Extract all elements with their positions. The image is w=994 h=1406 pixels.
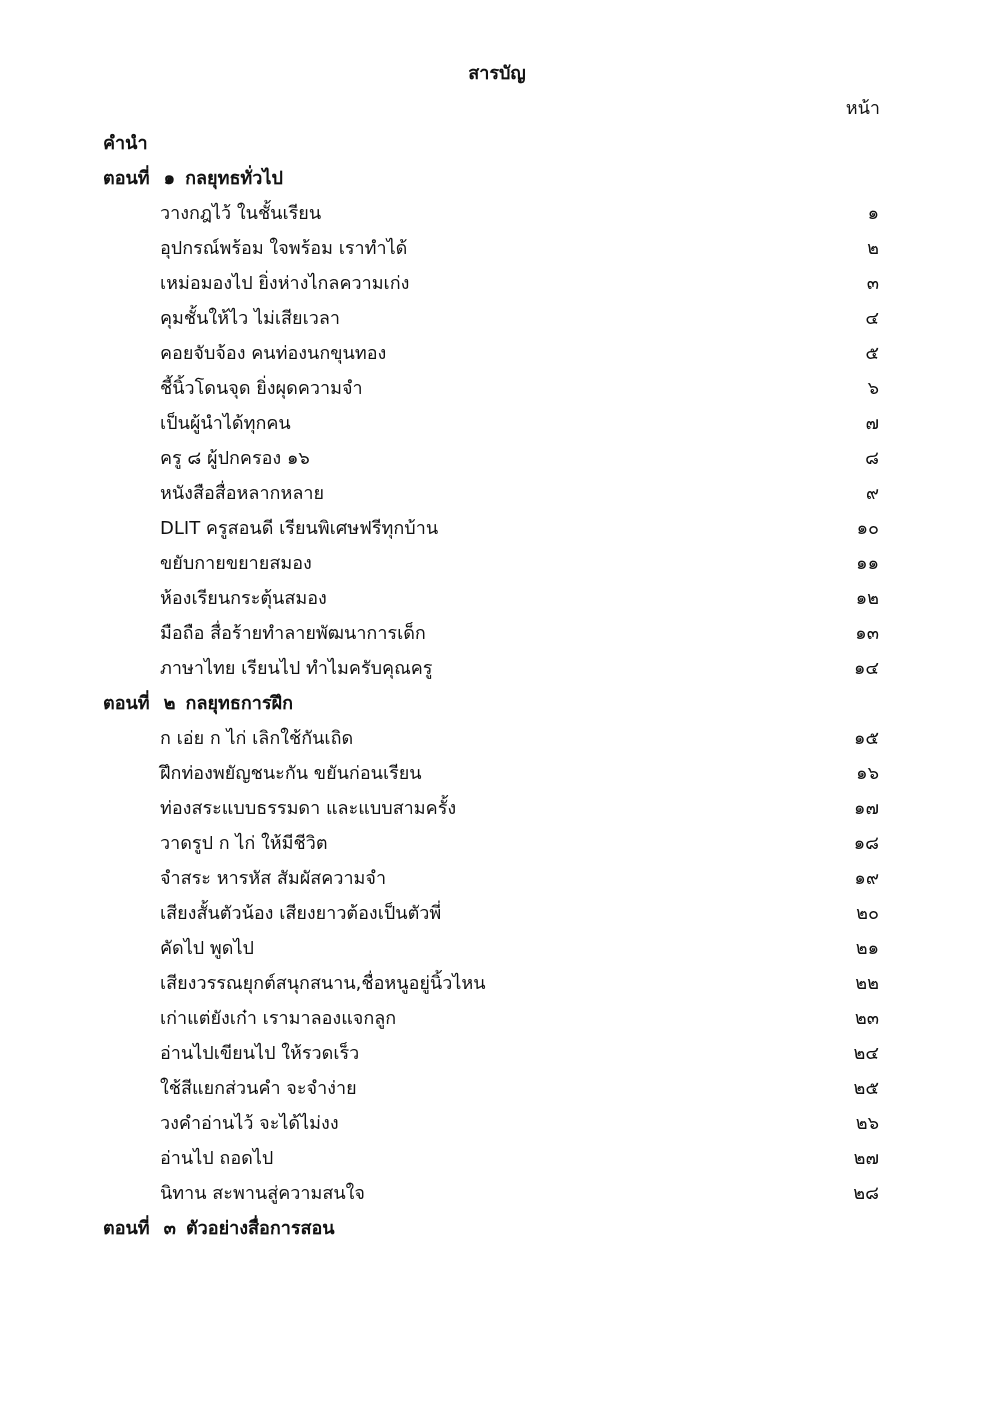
toc-entry-page-number: ๒๕ — [853, 1078, 879, 1099]
toc-section-heading-row — [0, 690, 994, 725]
toc-section-heading-row — [0, 165, 994, 200]
toc-entry-page-number: ๙ — [865, 483, 879, 504]
toc-entry-title: คัดไป พูดไป — [160, 938, 254, 959]
toc-entry-page-number: ๒๑ — [855, 938, 879, 959]
toc-entry-page-number: ๒๖ — [855, 1113, 879, 1134]
toc-entry-page-number: ๒ — [867, 238, 879, 259]
toc-entry-title: คุมชั้นให้ไว ไม่เสียเวลา — [160, 308, 340, 329]
toc-entry-row — [0, 725, 994, 760]
toc-entry-row — [0, 480, 994, 515]
toc-entry-row — [0, 620, 994, 655]
toc-entry-row — [0, 235, 994, 270]
section-heading — [103, 165, 283, 193]
toc-entry-title: ท่องสระแบบธรรมดา และแบบสามครั้ง — [160, 798, 457, 819]
toc-entry-title: เก่าแต่ยังเก๋า เรามาลองแจกลูก — [160, 1008, 397, 1029]
toc-entry-title: เป็นผู้นำได้ทุกคน — [160, 413, 291, 434]
toc-entry-row — [0, 1005, 994, 1040]
toc-entry-title: ใช้สีแยกส่วนคำ จะจำง่าย — [160, 1078, 357, 1099]
section-heading — [103, 690, 293, 718]
toc-entry-page-number: ๔ — [865, 308, 879, 329]
page-title: สารบัญ — [468, 63, 526, 84]
toc-entry-title: ครู ๘ ผู้ปกครอง ๑๖ — [160, 448, 310, 469]
toc-entry-page-number: ๑๙ — [854, 868, 879, 889]
toc-entry-row — [0, 410, 994, 445]
toc-entry-title: ห้องเรียนกระตุ้นสมอง — [160, 588, 327, 609]
toc-entry-row — [0, 515, 994, 550]
toc-entry-row — [0, 305, 994, 340]
toc-entry-title: วาดรูป ก ไก่ ให้มีชีวิต — [160, 833, 328, 854]
toc-entry-row — [0, 795, 994, 830]
toc-entry-title: เสียงวรรณยุกต์สนุกสนาน,ชื่อหนูอยู่นิ้วไหน — [160, 973, 486, 994]
toc-entry-page-number: ๒๒ — [855, 973, 879, 994]
toc-entry-row — [0, 935, 994, 970]
toc-entry-title: อ่านไป ถอดไป — [160, 1148, 274, 1169]
toc-entry-page-number: ๓ — [866, 273, 879, 294]
toc-entry-page-number: ๒๓ — [854, 1008, 879, 1029]
toc-entry-row — [0, 585, 994, 620]
toc-entry-page-number: ๗ — [865, 413, 879, 434]
preface-heading: คำนำ — [103, 133, 148, 154]
toc-entry-page-number: ๑๑ — [856, 553, 879, 574]
toc-entry-page-number: ๑๕ — [853, 728, 879, 749]
toc-entry-page-number: ๑๒ — [855, 588, 879, 609]
section-number: ๑ — [163, 168, 176, 189]
toc-entry-title: มือถือ สื่อร้ายทำลายพัฒนาการเด็ก — [160, 623, 426, 644]
toc-entry-row — [0, 655, 994, 690]
section-number: ๓ — [163, 1218, 176, 1239]
toc-entry-page-number: ๒๗ — [853, 1148, 879, 1169]
toc-entry-title: จำสระ หารหัส สัมผัสความจำ — [160, 868, 387, 889]
toc-entry-title: เสียงสั้นตัวน้อง เสียงยาวต้องเป็นตัวพี่ — [160, 903, 442, 924]
toc-entry-title: อ่านไปเขียนไป ให้รวดเร็ว — [160, 1043, 360, 1064]
toc-entry-row — [0, 375, 994, 410]
toc-entry-row — [0, 340, 994, 375]
toc-entry-row — [0, 900, 994, 935]
toc-entry-page-number: ๑๘ — [853, 833, 879, 854]
toc-entry-row — [0, 550, 994, 585]
toc-entry-page-number: ๒๔ — [853, 1043, 879, 1064]
section-label: ตอนที่ — [103, 693, 150, 714]
toc-entry-row — [0, 830, 994, 865]
toc-entry-title: ฝึกท่องพยัญชนะกัน ขยันก่อนเรียน — [160, 763, 422, 784]
section-name: ตัวอย่างสื่อการสอน — [185, 1218, 335, 1239]
toc-entry-page-number: ๑ — [867, 203, 879, 224]
toc-entry-row — [0, 1110, 994, 1145]
section-number: ๒ — [163, 693, 176, 714]
toc-entry-page-number: ๖ — [867, 378, 879, 399]
toc-entry-title: ภาษาไทย เรียนไป ทำไมครับคุณครู — [160, 658, 433, 679]
toc-entry-title: อุปกรณ์พร้อม ใจพร้อม เราทำได้ — [160, 238, 408, 259]
toc-entry-title: ก เอ่ย ก ไก่ เลิกใช้กันเถิด — [160, 728, 354, 749]
toc-entry-row — [0, 1180, 994, 1215]
toc-entry-title: เหม่อมองไป ยิ่งห่างไกลความเก่ง — [160, 273, 410, 294]
toc-entry-page-number: ๑๓ — [855, 623, 879, 644]
toc-entry-row — [0, 1040, 994, 1075]
toc-section-heading-row — [0, 1215, 994, 1250]
toc-entry-row — [0, 970, 994, 1005]
toc-entry-title: คอยจับจ้อง คนท่องนกขุนทอง — [160, 343, 387, 364]
page-column-label: หน้า — [845, 98, 880, 119]
section-label: ตอนที่ — [103, 1218, 150, 1239]
toc-entry-title: ชี้นิ้วโดนจุด ยิ่งผุดความจำ — [160, 378, 363, 399]
toc-entry-page-number: ๕ — [865, 343, 879, 364]
toc-entry-row — [0, 1075, 994, 1110]
toc-entry-page-number: ๑๗ — [854, 798, 879, 819]
toc-entry-page-number: ๒๘ — [853, 1183, 879, 1204]
toc-entry-title: วงคำอ่านไว้ จะได้ไม่งง — [160, 1113, 339, 1134]
toc-entry-page-number: ๑๖ — [856, 763, 879, 784]
toc-entry-title: นิทาน สะพานสู่ความสนใจ — [160, 1183, 365, 1204]
toc-entry-title: วางกฎไว้ ในชั้นเรียน — [160, 203, 322, 224]
toc-entry-page-number: ๑๐ — [856, 518, 879, 539]
toc-entry-row — [0, 200, 994, 235]
toc-entry-title: หนังสือสื่อหลากหลาย — [160, 483, 325, 504]
toc-entry-row — [0, 760, 994, 795]
toc-preface-row — [0, 130, 994, 165]
toc-entry-page-number: ๑๔ — [853, 658, 879, 679]
toc-entry-page-number: ๘ — [865, 448, 879, 469]
toc-entry-title: DLIT ครูสอนดี เรียนพิเศษฟรีทุกบ้าน — [160, 518, 439, 539]
table-of-contents — [0, 130, 994, 1250]
toc-entry-title: ขยับกายขยายสมอง — [160, 553, 312, 574]
toc-entry-row — [0, 865, 994, 900]
section-name: กลยุทธการฝึก — [185, 693, 293, 714]
toc-entry-page-number: ๒๐ — [856, 903, 879, 924]
toc-entry-row — [0, 270, 994, 305]
toc-entry-row — [0, 445, 994, 480]
section-heading — [103, 1215, 335, 1243]
toc-entry-row — [0, 1145, 994, 1180]
section-name: กลยุทธทั่วไป — [185, 168, 283, 189]
section-label: ตอนที่ — [103, 168, 150, 189]
